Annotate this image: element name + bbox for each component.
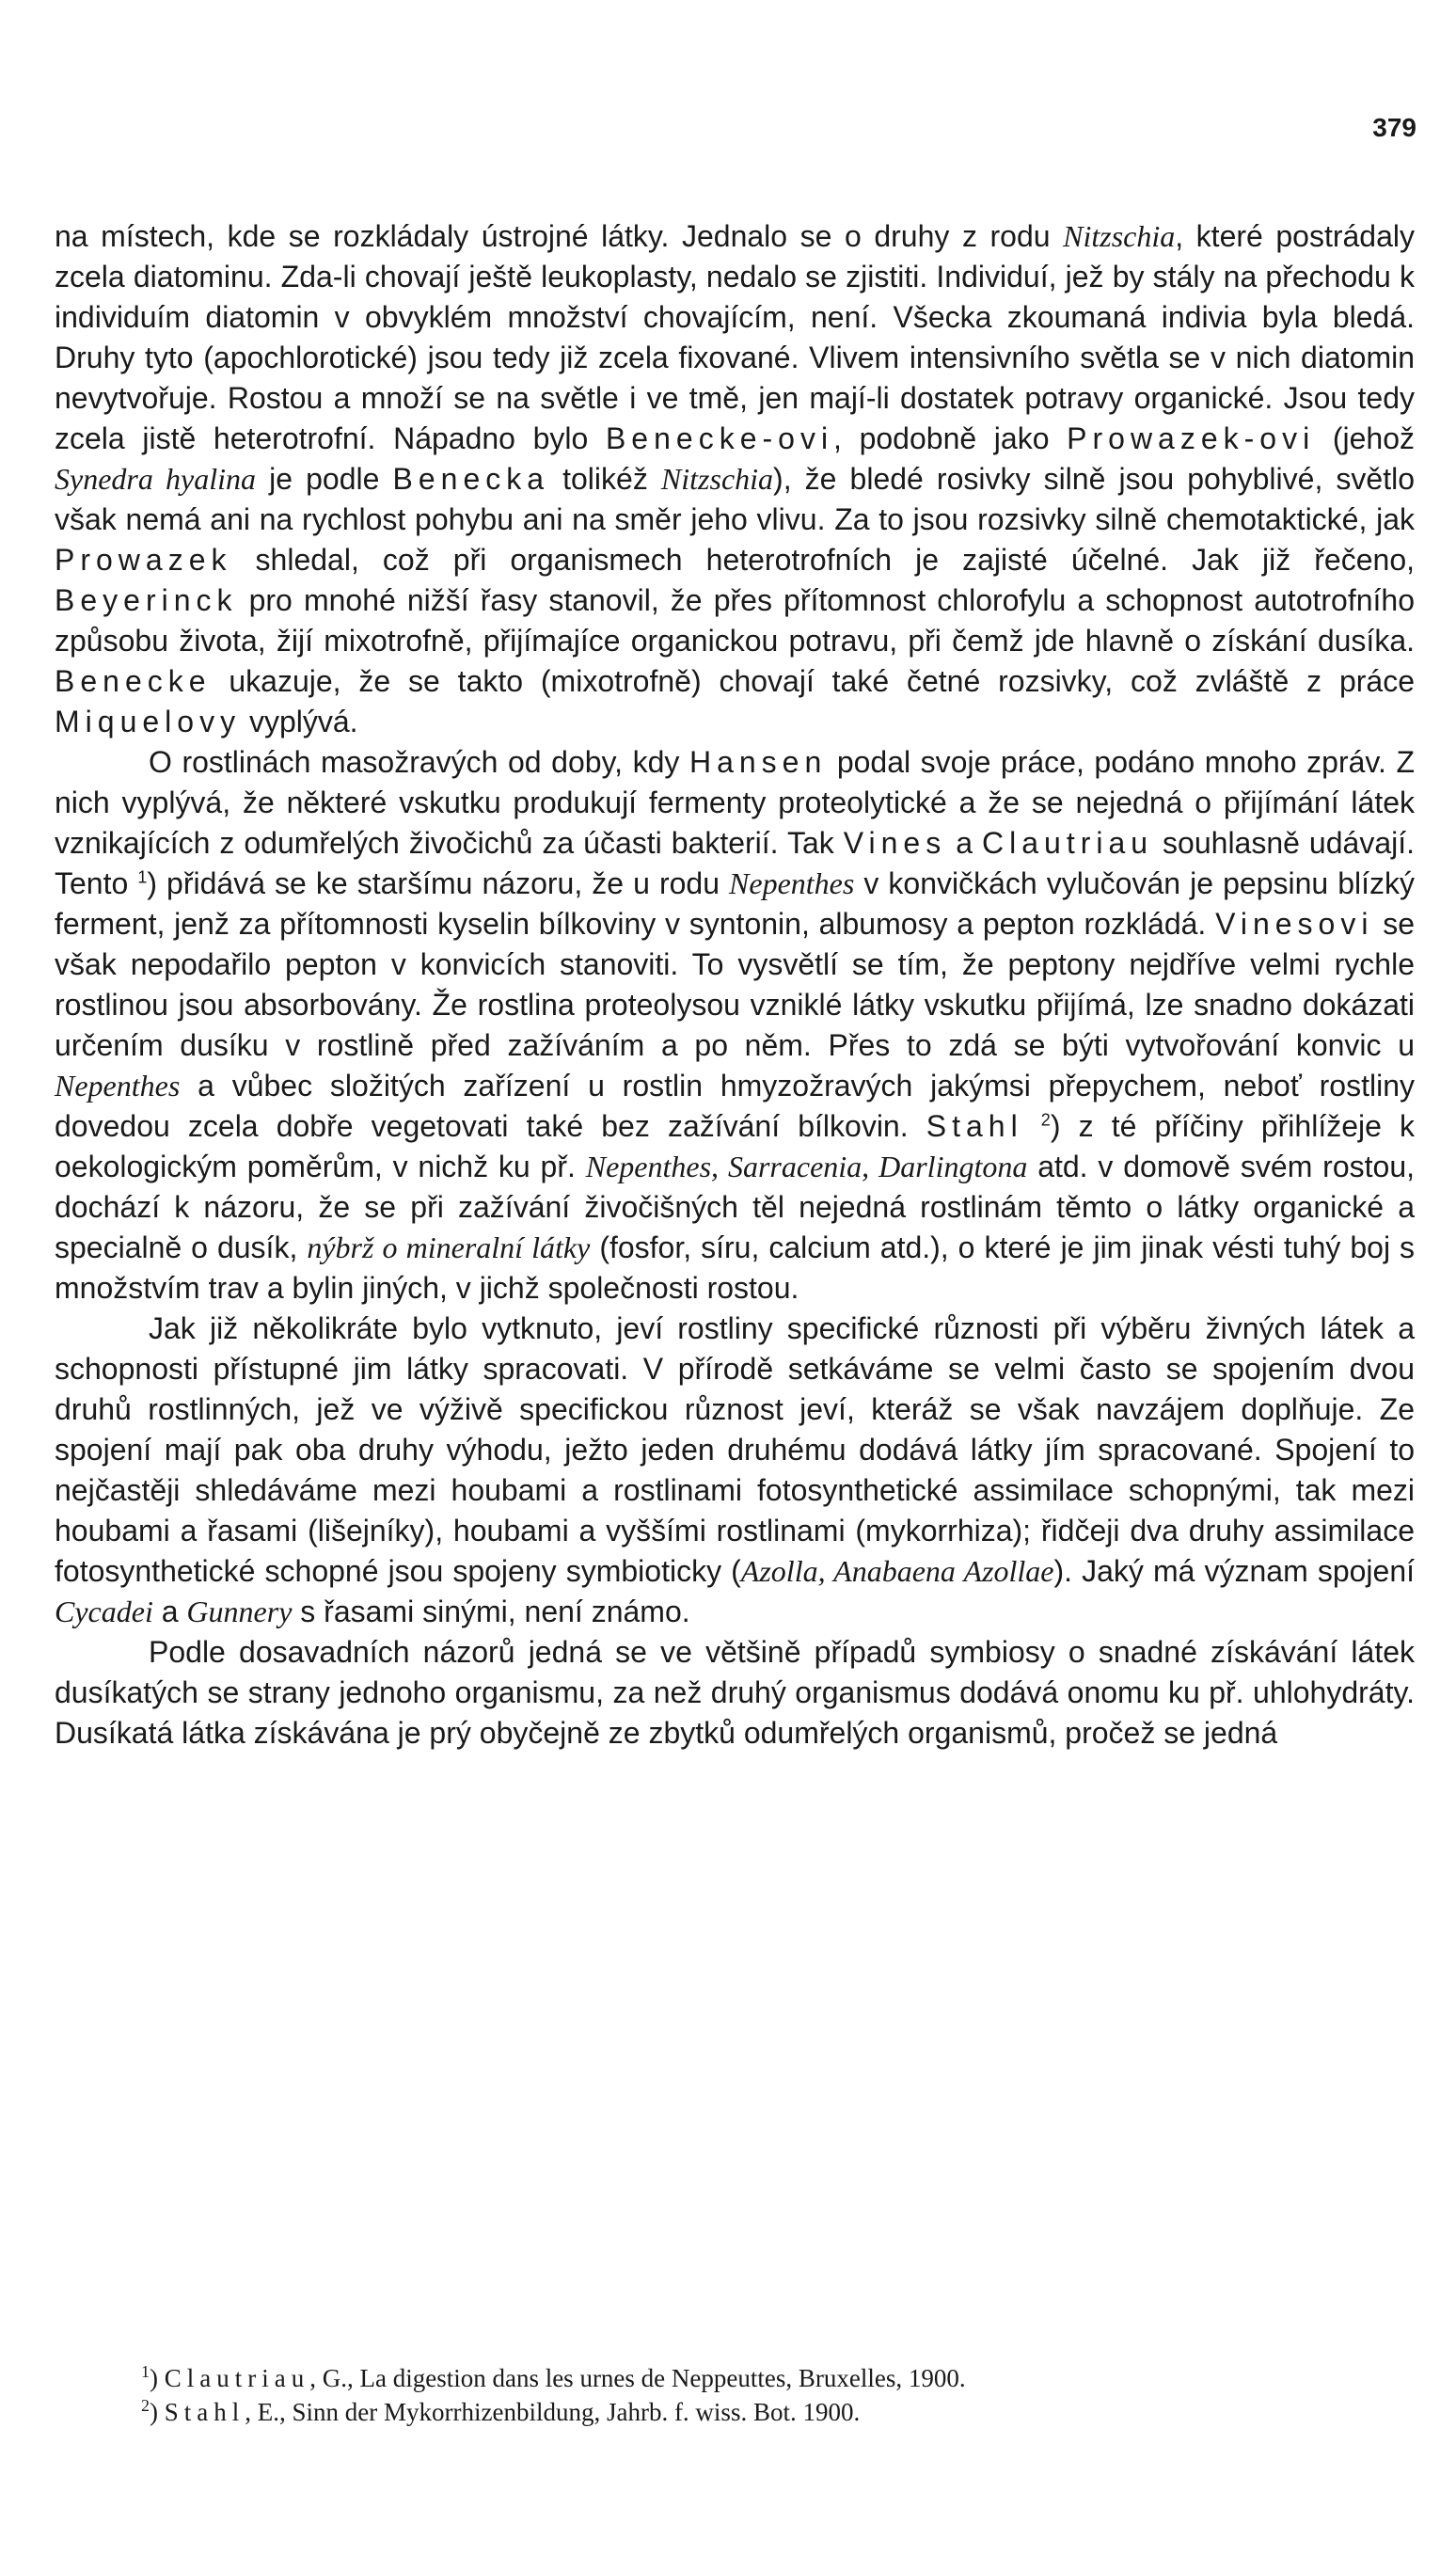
text-run: Podle dosavadních názorů jedná se ve většině případů symbiosy o snadné získávání látek dusíkatých se strany jednoho organismu, za než druhý organismus dodává onomu ku př. uhlohydráty. Dusíkatá látka získávána je prý obyčejně ze zbytků odumřelých organismů, pročež se jedná [55,1635,1415,1750]
footnote-mark: 2 [141,2396,150,2415]
text-run [1023,1109,1041,1143]
footnote [141,2395,1411,2429]
text-run: , E., Sinn der Mykorrhizenbildung, Jahrb. f. wiss. Bot. 1900. [245,2398,861,2426]
spaced-name: Hansen [688,745,828,779]
paragraph [55,1632,1415,1754]
spaced-name: Prowazek [55,543,232,577]
text-run: tolikéž [549,462,661,496]
paragraph [55,216,1415,742]
text-run: ). Jaký má význam spojení [1053,1554,1416,1588]
footnote [141,2361,1411,2395]
italic-text: Synedra hyalina [55,462,257,496]
spaced-name: Vinesovi [1215,907,1374,941]
body-text [55,216,1415,1754]
italic-text: Cycadei [55,1595,153,1628]
italic-text: Nitzschia [1063,219,1176,253]
text-run: se však nepodařilo pepton v konvicích stanoviti. To vysvětlí se tím, že peptony nejdříve velmi rychle rostlinou jsou absorbovány. Že rostlina proteolysou vzniklé látky vskutku přijímá, lze snadno dokázati určením dusíku v rostlině před zažíváním a po něm. Přes to zdá se býti vytvořování konvic u [55,907,1416,1062]
italic-text: Nepenthes [55,1069,181,1103]
italic-text: Nepenthes [729,866,855,900]
text-run: a vůbec složitých zařízení u rostlin hmyzožravých jakýmsi přepychem, neboť rostliny dovedou zcela dobře vegetovati také bez zažívání bílkovin. [55,1069,1415,1143]
footnote-mark: 1 [137,867,148,887]
text-run: a [152,1595,187,1628]
page-number: 379 [1372,113,1416,142]
spaced-name: Benecke-ovi [605,421,834,455]
text-run: je podle [256,462,393,496]
text-run: O rostlinách masožravých od doby, kdy [149,745,689,779]
text-run: ) [150,2398,165,2426]
spaced-name: Stahl [164,2398,245,2426]
text-run: podal svoje práce, podáno mnoho zpráv. Z nich vyplývá, že některé vskutku produkují fermenty proteolytické a že se nejedná o přijímání látek vznikajících z odumřelých živočichů za účasti bakterií. Tak [55,745,1416,860]
text-run: pro mnohé nižší řasy stanovil, že přes přítomnost chlorofylu a schopnost autotrofního způsobu života, žijí mixotrofně, přijímajíce organickou potravu, při čemž jde hlavně o získání dusíka. [55,583,1415,658]
text-run: (jehož [1315,421,1415,455]
footnotes [141,2361,1411,2429]
footnote-mark: 2 [1040,1110,1051,1130]
text-run: , podobně jako [833,421,1068,455]
text-run: (fosfor, síru, calcium atd.), o které je jim jinak vésti tuhý boj s množstvím trav a bylin jiných, v jichž společnosti rostou. [55,1230,1416,1305]
text-run: ) přidává se ke staršímu názoru, že u rodu [147,866,730,900]
text-run: v konvičkách vylučován je pepsinu blízký ferment, jenž za přítomnosti kyselin bílkoviny v syntonin, albumosy a pepton rozkládá. [55,866,1415,941]
text-run: s řasami sinými, není známo. [292,1595,690,1628]
spaced-name: Miquelovy [55,705,242,738]
spaced-name: Clautriau [164,2364,310,2392]
paragraph [55,742,1415,1309]
spaced-name: Stahl [926,1109,1023,1143]
text-run: ) z té příčiny přihlížeje k oekologickým poměrům, v nichž ku př. [55,1109,1416,1183]
spaced-name: Prowazek-ovi [1067,421,1316,455]
text-run: ) [150,2364,165,2392]
paragraph [55,1309,1415,1632]
spaced-name: Clautriau [982,826,1154,860]
text-run: , G., La digestion dans les urnes de Neppeuttes, Bruxelles, 1900. [309,2364,966,2392]
text-run: atd. v domově svém rostou, dochází k názoru, že se při zažívání živočišných těl nejedná rostlinám těmto o látky organické a specialně o dusík, [55,1150,1416,1264]
spaced-name: Benecka [392,462,550,496]
italic-text: Nepenthes, Sarracenia, Darlingtona [585,1150,1028,1183]
text-run: vyplývá. [241,705,358,738]
italic-text: Nitzschia [660,462,774,496]
spaced-name: Beyerinck [55,583,238,617]
italic-text: Gunnery [186,1595,293,1628]
italic-text: Azolla, Anabaena Azollae [740,1554,1054,1588]
text-run: na místech, kde se rozkládaly ústrojné látky. Jednalo se o druhy z rodu [55,219,1064,253]
text-run: ukazuje, že se takto (mixotrofně) chovají také četné rozsivky, což zvláště z práce [211,664,1415,698]
text-run: shledal, což při organismech heterotrofních je zajisté účelné. Jak již řečeno, [231,543,1415,577]
text-run: ), že bledé rosivky silně jsou pohyblivé, světlo však nemá ani na rychlost pohybu ani na směr jeho vlivu. Za to jsou rozsivky silně chemotaktické, jak [55,462,1416,536]
text-run: a [946,826,982,860]
text-run: Jak již několikráte bylo vytknuto, jeví rostliny specifické různosti při výběru živných látek a schopnosti přístupné jim látky spracovati. V přírodě setkáváme se velmi často se spojením dvou druhů rostlinných, jež ve výživě specifickou různost jeví, kteráž se však navzájem doplňuje. Ze spojení mají pak oba druhy výhodu, ježto jeden druhému dodává látky jím spracované. Spojení to nejčastěji shledáváme mezi houbami a rostlinami fotosynthetické assimilace schopnými, tak mezi houbami a řasami (lišejníky), houbami a vyššími rostlinami (mykorrhiza); řidčeji dva druhy assimilace fotosynthetické schopné jsou spojeny symbioticky ( [55,1311,1415,1588]
spaced-name: Benecke [55,664,212,698]
spaced-name: Vines [843,826,947,860]
footnote-mark: 1 [141,2362,150,2381]
italic-text: nýbrž o mineralní látky [307,1230,591,1264]
text-run: , které postrádaly zcela diatominu. Zda-li chovají ještě leukoplasty, nedalo se zjistiti. Individuí, jež by stály na přechodu k individuím diatomin v obvyklém množství chovajícím, není. Všecka zkoumaná indivia byla bledá. Druhy tyto (apochlorotické) jsou tedy již zcela fixované. Vlivem intensivního světla se v nich diatomin nevytvořuje. Rostou a množí se na světle i ve tmě, jen mají-li dostatek potravy organické. Jsou tedy zcela jistě heterotrofní. Nápadno bylo [55,219,1416,455]
text-run: souhlasně udávají. Tento [55,826,1416,900]
